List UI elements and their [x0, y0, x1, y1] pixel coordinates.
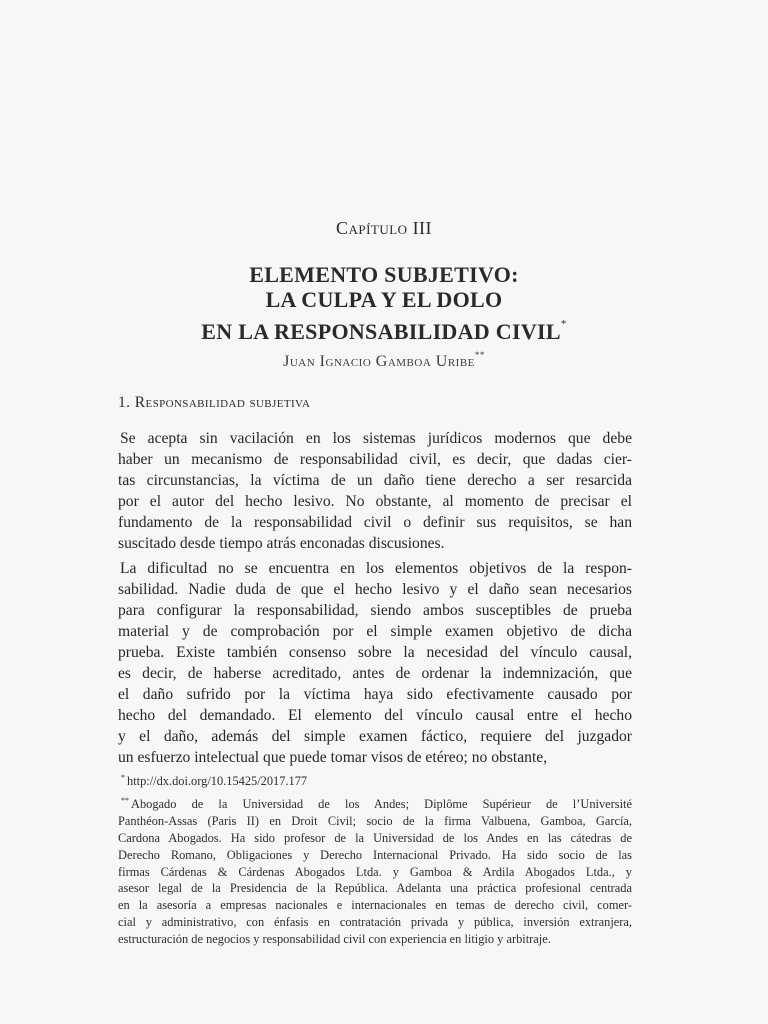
text-line: suscitado desde tiempo atrás enconadas discusiones.: [118, 535, 445, 552]
title-line-2: LA CULPA Y EL DOLO: [265, 287, 503, 312]
body-text: [118, 428, 632, 772]
footnote-2-line: cial y administrativo, con énfasis en contratación privada y pública, inversión extranjera,: [118, 915, 632, 930]
title-footnote-mark: *: [560, 318, 567, 330]
text-line: fundamento de la responsabilidad civil o definir sus requisitos, se han: [118, 514, 632, 531]
footnote-2-line: estructuración de negocios y responsabilidad civil con experiencia en litigio y arbitraje.: [118, 932, 551, 947]
footnote-2-line: Derecho Romano, Obligaciones y Derecho Internacional Privado. Ha sido socio de las: [118, 847, 632, 862]
text-line: material y de comprobación por el simple examen objetivo de dicha: [118, 623, 632, 640]
chapter-title: [0, 262, 768, 344]
footnote-2-line: asesor legal de la Presidencia de la República. Adelanta una práctica profesional centrada: [118, 881, 632, 896]
chapter-heading: Capítulo III: [335, 218, 433, 238]
text-line: haber un mecanismo de responsabilidad civil, es decir, que dadas cier-: [118, 451, 632, 468]
footnote-1-mark: *: [121, 773, 125, 782]
paragraph-1: [118, 428, 632, 554]
text-line: sabilidad. Nadie duda de que el hecho lesivo y el daño sean necesarios: [118, 581, 632, 598]
footnote-2-line: Cardona Abogados. Ha sido profesor de la Universidad de los Andes en las cátedras de: [118, 830, 632, 845]
author-name: [0, 350, 768, 371]
text-line: para configurar la responsabilidad, siendo ambos susceptibles de prueba: [118, 602, 632, 619]
section-heading: [118, 394, 310, 412]
footnote-2-line: Panthéon-Assas (Paris II) en Droit Civil; socio de la firma Valbuena, Gamboa, García,: [118, 813, 632, 828]
text-line: es decir, de haberse acreditado, antes de ordenar la indemnización, que: [118, 665, 632, 682]
footnote-2: [118, 793, 632, 948]
section-number: 1.: [118, 394, 131, 411]
title-line-3: [0, 312, 768, 344]
text-line: tas circunstancias, la víctima de un daño tiene derecho a ser resarcida: [118, 472, 632, 489]
author-name-text: Juan Ignacio Gamboa Uribe: [283, 353, 475, 370]
footnote-1-link[interactable]: http://dx.doi.org/10.15425/2017.177: [127, 774, 308, 788]
text-line: y el daño, además del simple examen fáctico, requiere del juzgador: [118, 728, 632, 745]
footnote-2-mark: **: [121, 795, 129, 805]
paragraph-2: [118, 558, 632, 768]
footnote-2-line: firmas Cárdenas & Cárdenas Abogados Ltda. y Gamboa & Ardila Abogados Ltda., y: [118, 864, 632, 879]
footnote-2-line-text: Abogado de la Universidad de los Andes; Diplôme Supérieur de l’Université: [131, 796, 632, 811]
text-line: el daño sufrido por la víctima haya sido efectivamente causado por: [118, 686, 632, 703]
title-line-3-text: EN LA RESPONSABILIDAD CIVIL: [201, 319, 561, 344]
text-line: por el autor del hecho lesivo. No obstante, al momento de precisar el: [118, 493, 632, 510]
text-line: un esfuerzo intelectual que puede tomar visos de etéreo; no obstante,: [118, 749, 548, 766]
text-line: Se acepta sin vacilación en los sistemas jurídicos modernos que debe: [120, 430, 632, 447]
footnotes: [118, 770, 632, 948]
author-footnote-mark: **: [474, 350, 485, 360]
section-title: Responsabilidad subjetiva: [134, 394, 311, 411]
text-line: La dificultad no se encuentra en los elementos objetivos de la respon-: [120, 560, 632, 577]
title-line-1: ELEMENTO SUBJETIVO:: [249, 262, 519, 287]
text-line: hecho del demandado. El elemento del vínculo causal entre el hecho: [118, 707, 632, 724]
footnote-2-line: [118, 793, 632, 813]
text-line: prueba. Existe también consenso sobre la necesidad del vínculo causal,: [118, 644, 632, 661]
footnote-2-line: en la asesoría a empresas nacionales e internacionales en temas de derecho civil, comer-: [118, 898, 632, 913]
footnote-1: [118, 770, 632, 790]
